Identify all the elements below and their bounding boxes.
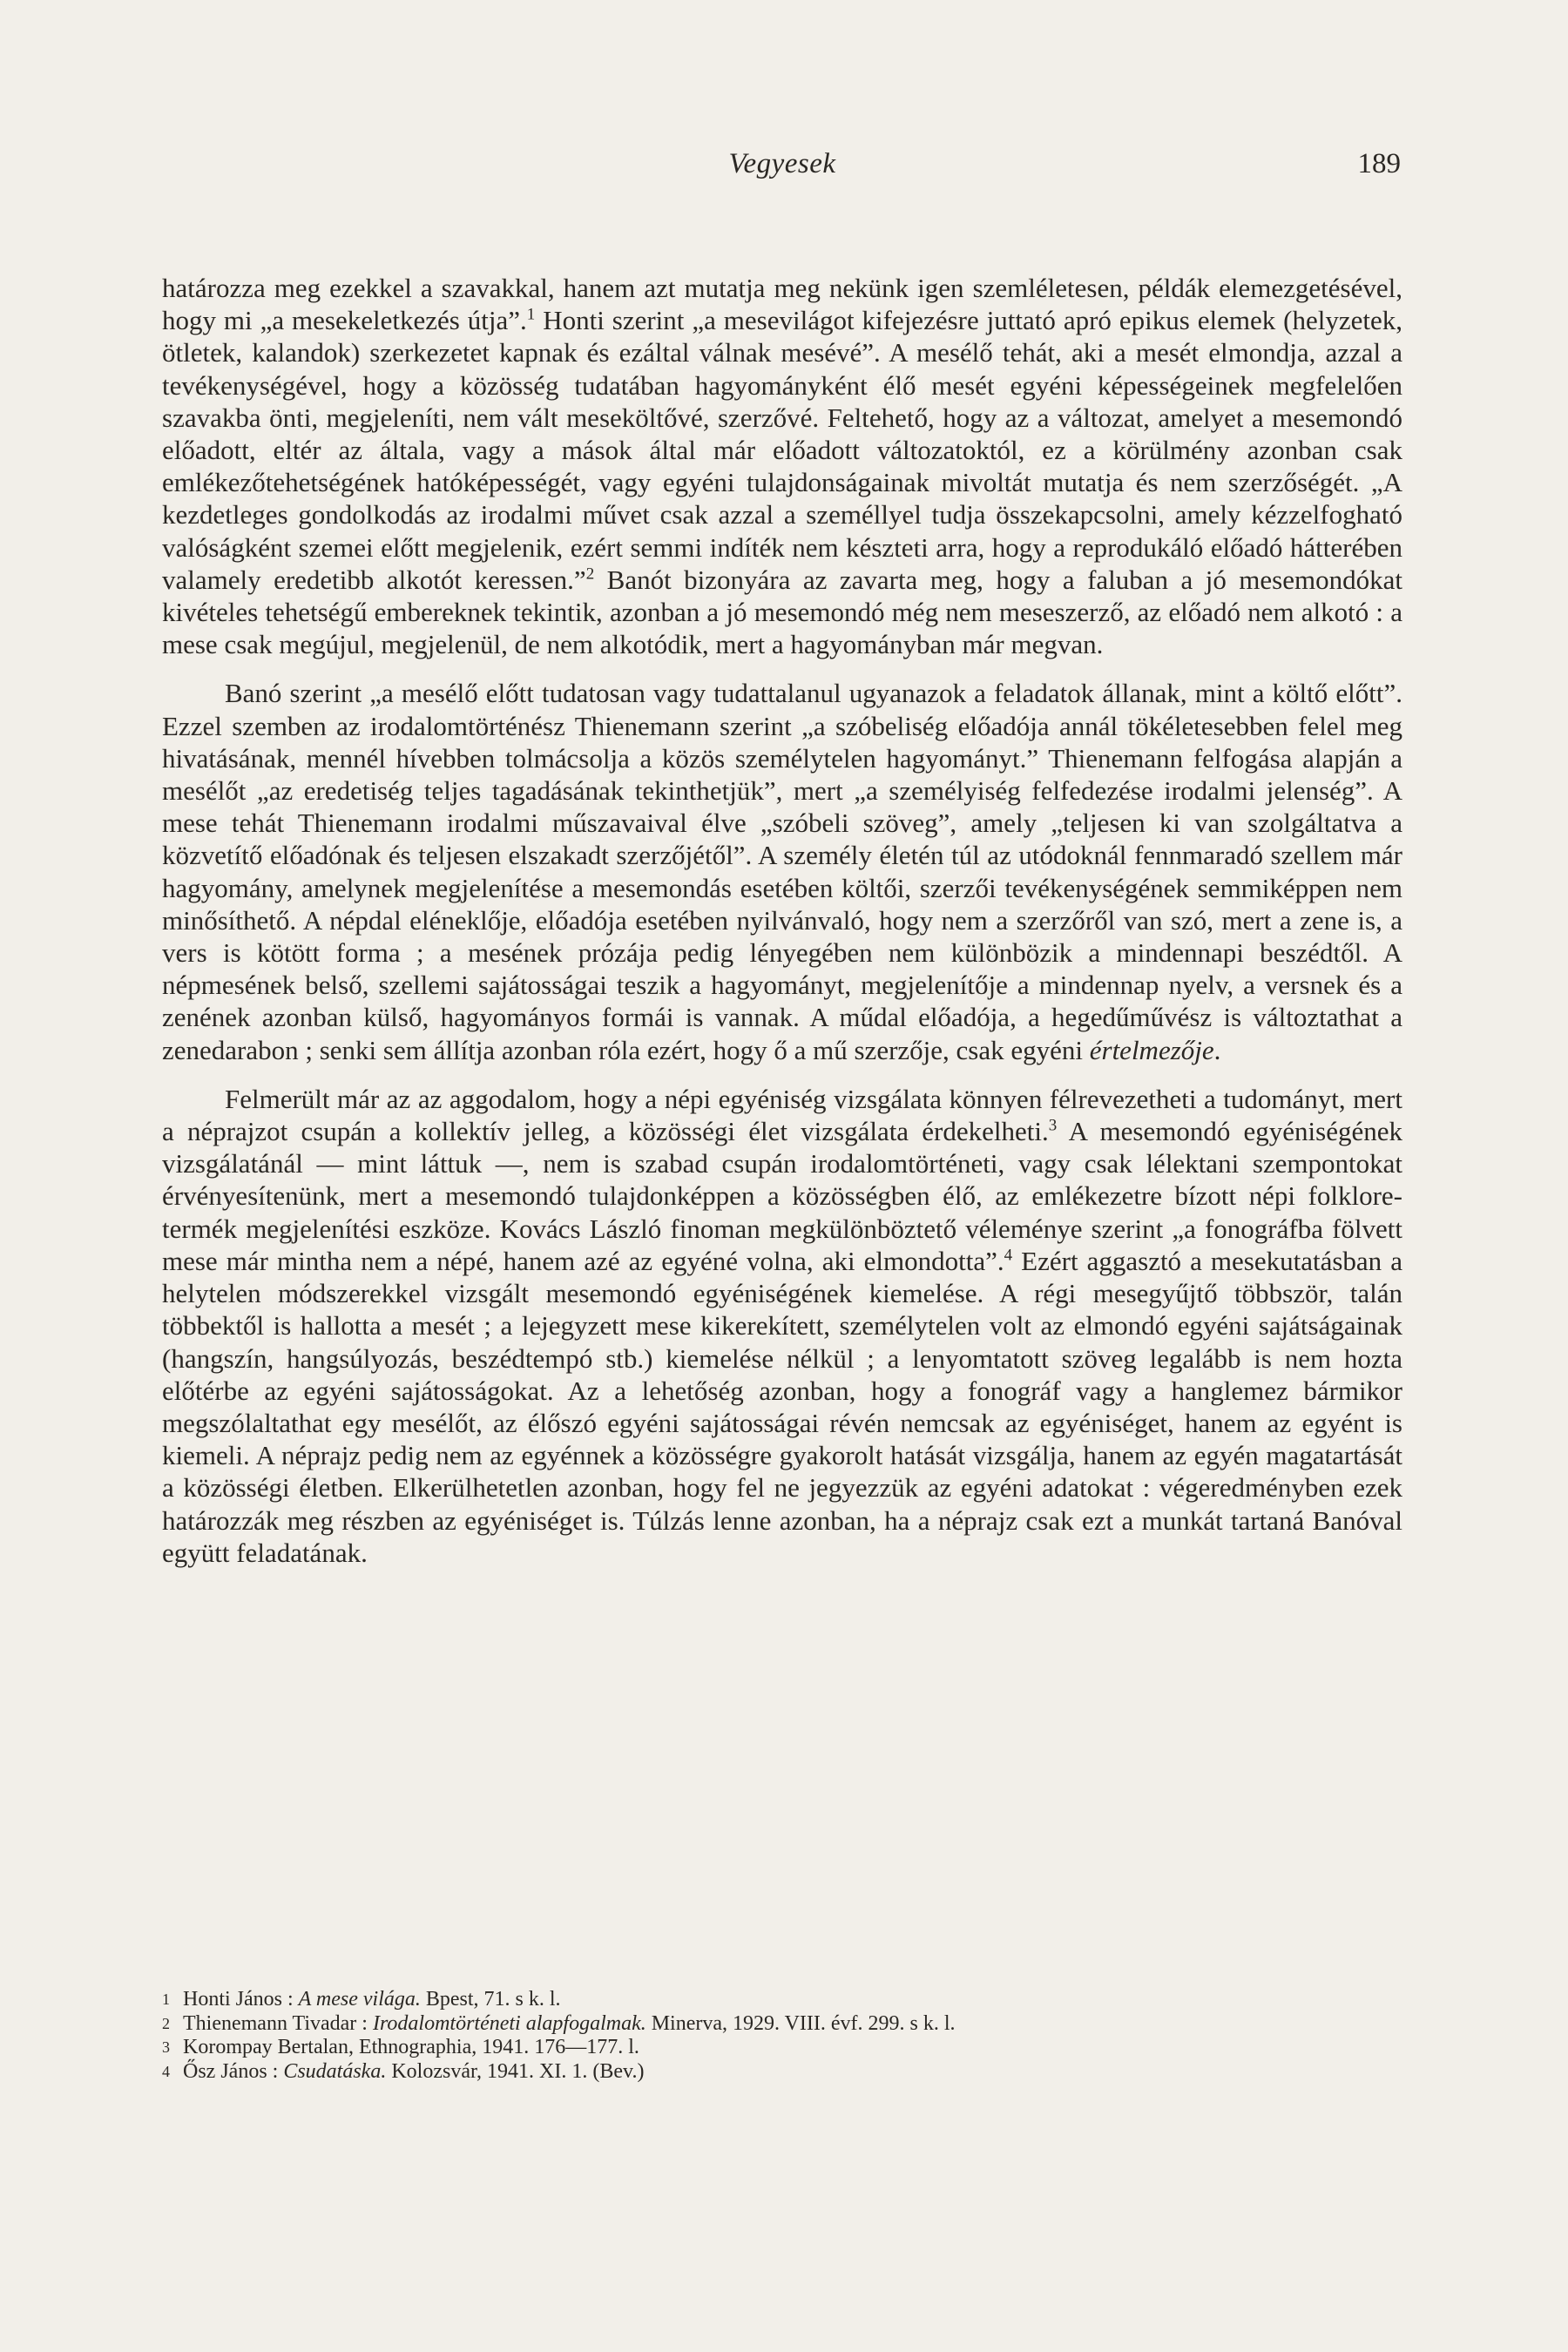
footnote — [162, 2012, 1408, 2037]
text-run: Ősz János : — [183, 2059, 284, 2083]
text-run: Banó szerint „a mesélő előtt tudatosan vagy tudattalanul ugyanazok a feladatok állanak, mint a költő előtt”. Ezzel szemben az irodalomtörténész Thienemann szerint „a szóbeliség előadója annál tökéletesebben felel meg hivatásának, mennél hívebben tolmácsolja a közös személytelen hagyományt.” Thienemann felfogása alapján a mesélőt „az eredetiség teljes tagadásának tekinthetjük”, mert „a személyiség felfedezése irodalmi jelenség”. A mese tehát Thienemann irodalmi műszavaival élve „szóbeli szöveg”, amely „teljesen ki van szolgáltatva a közvetítő előadónak és teljesen elszakadt szerzőjétől”. A személy életén túl az utódoknál fennmaradó szellem már hagyomány, amelynek megjelenítése a mesemondás esetében költői, szerzői tevékenységének semmiképpen nem minősíthető. A népdal eléneklője, előadója esetében nyilvánvaló, hogy nem a szerzőről van szó, mert a zene is, a vers is kötött forma ; a mesének prózája pedig lényegében nem különbözik a mindennapi beszédtől. A népmesének belső, szellemi sajátosságai teszik a hagyományt, megjelenítője a mindennap nyelv, a versnek és a zenének azonban külső, hagyományos formái is vannak. A műdal előadója, a hegedűművész is változtathat a zenedarabon ; senki sem állítja azonban róla ezért, hogy ő a mű szerzője, csak egyéni — [162, 678, 1402, 1065]
footnotes — [162, 1988, 1408, 2084]
italic-text: Irodalomtörténeti alapfogalmak. — [372, 2011, 646, 2035]
text-run: Ezért aggasztó a mesekutatásban a helytelen módszerekkel vizsgált mesemondó egyéniségének kiemelése. A régi mesegyűjtő többször, talán többektől is hallotta a mesét ; a lejegyzett mese kikerekített, személytelen volt az elmondó egyéni sajátságainak (hangszín, hangsúlyozás, beszédtempó stb.) kiemelése nélkül ; a lenyomtatott szöveg legalább is nem hozta előtérbe az egyéni sajátosságokat. Az a lehetőség azonban, hogy a fonográf vagy a hanglemez bármikor megszólaltathat egy mesélőt, az élőszó egyéni sajátosságai révén nemcsak az egyéniséget, hanem az egyént is kiemeli. A néprajz pedig nem az egyénnek a közösségre gyakorolt hatását vizsgálja, hanem az egyén magatartását a közösségi életben. Elkerülhetetlen azonban, hogy fel ne jegyezzük az egyéni adatokat : végeredményben ezek határozzák meg részben az egyéniséget is. Túlzás lenne azonban, ha a néprajz csak ezt a munkát tartaná Banóval együtt feladatának. — [162, 1245, 1402, 1568]
footnote-marker: 3 — [1048, 1116, 1058, 1135]
paragraph — [162, 677, 1402, 1065]
running-header — [164, 148, 1401, 192]
text-run: . — [1213, 1034, 1221, 1065]
page-number: 189 — [1357, 148, 1401, 179]
paragraph — [162, 272, 1402, 660]
body-text — [162, 272, 1402, 1569]
footnote — [162, 1988, 1408, 2012]
text-run: Minerva, 1929. VIII. évf. 299. s k. l. — [645, 2011, 956, 2035]
text-run: határozza meg ezekkel a szavakkal, hanem azt mutatja meg nekünk igen szemléletesen, példák elemezgetésével, hogy mi „a mesekeletkezés útja”. — [162, 273, 1402, 336]
text-run: A mesemondó egyéniségének vizsgálatánál — mint láttuk —, nem is szabad csupán irodalomtörténeti, vagy csak lélektani szempontokat érvényesítenünk, mert a mesemondó tulajdonképpen a közösségben élő, az emlékezetre bízott népi folklore-termék megjelenítési eszköze. Kovács László finoman megkülönböztető véleménye szerint „a fonográfba fölvett mese már mintha nem a népé, hanem azé az egyéné volna, aki elmondotta”. — [162, 1116, 1402, 1276]
text-run: Bpest, 71. s k. l. — [420, 1988, 561, 2011]
text-run: Felmerült már az az aggodalom, hogy a népi egyéniség vizsgálata könnyen félrevezetheti a tudományt, mert a néprajzot csupán a kollektív jelleg, a közösségi élet vizsgálata érdekelheti. — [162, 1083, 1402, 1147]
italic-text: Csudatáska. — [283, 2059, 387, 2083]
text-run: Korompay Bertalan, Ethnographia, 1941. 176—177. l. — [183, 2036, 639, 2058]
footnote-number: 3 — [162, 2038, 170, 2056]
footnote-marker: 2 — [585, 564, 595, 584]
running-title: Vegyesek — [728, 148, 836, 179]
footnote — [162, 2060, 1408, 2085]
paragraph — [162, 1083, 1402, 1569]
text-run: Honti szerint „a mesevilágot kifejezésre juttató apró epikus elemek (helyzetek, ötletek, kalandok) szerkezetet kapnak és ezáltal válnak mesévé”. A mesélő tehát, aki a mesét elmondja, azzal a tevékenységével, hogy a közösség tudatában hagyományként élő mesét egyéni képességeinek megfelelően szavakba önti, megjeleníti, nem vált meseköltővé, szerzővé. Feltehető, hogy az a változat, amelyet a mesemondó előadott, eltér az általa, vagy a mások által már előadott változatoktól, ez a körülmény azonban csak emlékezőtehetségének hatóképességét, vagy egyéni tulajdonságainak mivoltát mutatja és nem szerzőségét. „A kezdetleges gondolkodás az irodalmi művet csak azzal a személlyel tudja összekapcsolni, amely kézzelfogható valóságként szemei előtt megjelenik, ezért semmi indíték nem készteti arra, hogy a reprodukáló előadó hátterében valamely eredetibb alkotót keressen.” — [162, 305, 1402, 595]
italic-text: értelmezője — [1089, 1034, 1214, 1065]
footnote-number: 4 — [162, 2062, 170, 2080]
text-run: Kolozsvár, 1941. XI. 1. (Bev.) — [386, 2059, 645, 2083]
text-run: Honti János : — [183, 1988, 299, 2011]
footnote-marker: 4 — [1004, 1246, 1013, 1265]
footnote — [162, 2036, 1408, 2060]
footnote-number: 2 — [162, 2014, 170, 2032]
footnote-marker: 1 — [526, 305, 536, 324]
text-run: Banót bizonyára az zavarta meg, hogy a faluban a jó mesemondókat kivételes tehetségű embereknek tekintik, azonban a jó mesemondó még nem meseszerző, az előadó nem alkotó : a mese csak megújul, megjelenül, de nem alkotódik, mert a hagyományban már megvan. — [162, 564, 1402, 660]
text-run: Thienemann Tivadar : — [183, 2011, 373, 2035]
italic-text: A mese világa. — [298, 1988, 421, 2011]
footnote-number: 1 — [162, 1990, 170, 2008]
